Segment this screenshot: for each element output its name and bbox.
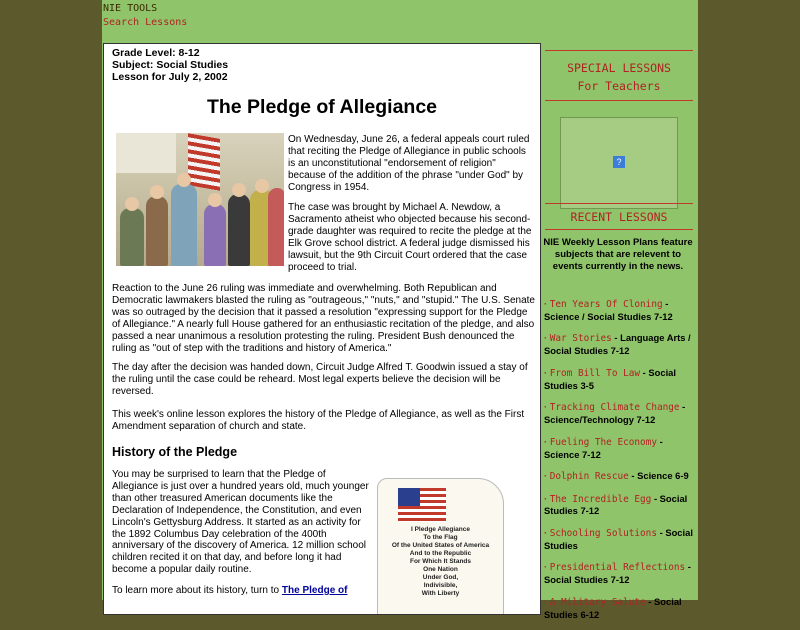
list-item: · Fueling The Economy - Science 7-12 xyxy=(544,435,663,460)
learn-more-text: To learn more about its history, turn to xyxy=(112,585,282,596)
pledge-scroll-image xyxy=(377,478,504,615)
grade-level: Grade Level: 8-12 xyxy=(112,47,200,59)
sidebar-divider xyxy=(545,229,693,230)
sidebar-divider xyxy=(545,50,693,51)
pledge-history-link[interactable]: The Pledge of xyxy=(281,585,348,596)
lesson-link[interactable]: The Incredible Egg xyxy=(549,493,652,505)
search-lessons-link[interactable]: Search Lessons xyxy=(103,17,188,28)
lesson-link[interactable]: Tracking Climate Change xyxy=(549,402,680,414)
lesson-link[interactable]: Ten Years Of Cloning xyxy=(549,299,663,310)
page-title: The Pledge of Allegiance xyxy=(206,96,438,118)
list-item: · The Incredible Egg - Social Studies 7-12 xyxy=(544,492,688,517)
paragraph-case: The case was brought by Michael A. Newdow, a Sacramento atheist who objected because his second-grade daughter was required to recite the pledge at the Elk Grove school district. A federal judge dismissed his lawsuit, but the 9th Circuit Court ordered that the case proceed to trial. xyxy=(288,202,532,273)
paragraph-ruling: On Wednesday, June 26, a federal appeals court ruled that reciting the Pledge of Allegiance in public schools is an unconstitutional "endorsement of religion" because of the addition of the phrase "under God" by Congress in 1954. xyxy=(288,134,530,193)
list-item: · War Stories - Language Arts / Social Studies 7-12 xyxy=(544,332,691,357)
sidebar-divider xyxy=(545,203,693,204)
paragraph-lesson-intro: This week's online lesson explores the history of the Pledge of Allegiance, as well as the First Amendment separation of church and state. xyxy=(112,409,525,432)
lesson-link[interactable]: Presidential Reflections xyxy=(549,562,686,574)
lesson-link[interactable]: Dolphin Rescue xyxy=(549,471,629,483)
list-item: · Ten Years Of Cloning - Science / Social Studies 7-12 xyxy=(544,298,673,322)
special-lessons-image[interactable] xyxy=(560,117,678,209)
paragraph-reaction: Reaction to the June 26 ruling was immediate and overwhelming. Both Republican and Democratic lawmakers blasted the ruling as "outrageous," "nuts," and "stupid." The U.S. Senate was so outraged by the decision that it passed a resolution "expressing support for the Pledge of Allegiance." A nearly full House gathered for an enthusiastic recitation of the pledge, and also passed a near unanimous a resolution protesting the ruling. President Bush denounced the ruling as "out of step with the traditions and history of America." xyxy=(112,283,535,354)
list-item: · Tracking Climate Change - Science/Technology 7-12 xyxy=(544,401,686,426)
lesson-link[interactable]: Schooling Solutions xyxy=(549,527,657,539)
pledge-text: I Pledge Allegiance To the Flag Of the United States of America And to the Republic For Which It Stands One Nation Under God, Indivisible, With Liberty xyxy=(391,526,490,597)
lesson-meta xyxy=(112,47,228,83)
lesson-link[interactable]: From Bill To Law xyxy=(549,367,641,379)
paragraph-learn-more xyxy=(112,585,372,597)
for-teachers-subheading: For Teachers xyxy=(577,79,661,93)
list-item: · A Military Salute - Social Studies 6-12 xyxy=(544,595,682,620)
special-lessons-heading: SPECIAL LESSONS xyxy=(567,61,671,75)
weekly-lessons-description: NIE Weekly Lesson Plans feature subjects that are relevent to events currently in the news. xyxy=(543,237,693,272)
sidebar-divider xyxy=(545,100,693,101)
list-item: · Schooling Solutions - Social Studies xyxy=(544,526,693,551)
broken-image-icon: ? xyxy=(613,156,625,168)
paragraph-stay: The day after the decision was handed down, Circuit Judge Alfred T. Goodwin issued a stay of the ruling until the case could be reheard. Most legal experts believe the decision will be reversed. xyxy=(112,362,528,397)
lesson-article xyxy=(103,43,541,615)
lesson-date: Lesson for July 2, 2002 xyxy=(112,71,228,83)
recent-lessons-heading: RECENT LESSONS xyxy=(570,210,668,224)
nie-tools-label: NIE TOOLS xyxy=(103,3,158,14)
lesson-link[interactable]: Fueling The Economy xyxy=(549,436,657,448)
subject: Subject: Social Studies xyxy=(112,59,229,71)
list-item: · Dolphin Rescue - Science 6-9 xyxy=(544,470,689,483)
lesson-link[interactable]: A Military Salute xyxy=(549,596,646,608)
recent-lessons-list xyxy=(544,298,698,630)
lesson-link[interactable]: War Stories xyxy=(549,333,612,345)
list-item: · Presidential Reflections - Social Studies 7-12 xyxy=(544,561,691,586)
history-heading: History of the Pledge xyxy=(112,445,238,459)
list-item: · From Bill To Law - Social Studies 3-5 xyxy=(544,366,676,391)
classroom-photo xyxy=(116,133,284,266)
paragraph-history: You may be surprised to learn that the Pledge of Allegiance is just over a hundred years old, much younger than other treasured American documents like the Declaration of Independence, the Constitution, and even Lincoln's Gettysburg Address. It started as an activity for the 1892 Columbus Day celebration of the 400th anniversary of the discovery of America. 12 million school children recited it on that day, and before long it had become a popular daily routine. xyxy=(112,469,369,576)
